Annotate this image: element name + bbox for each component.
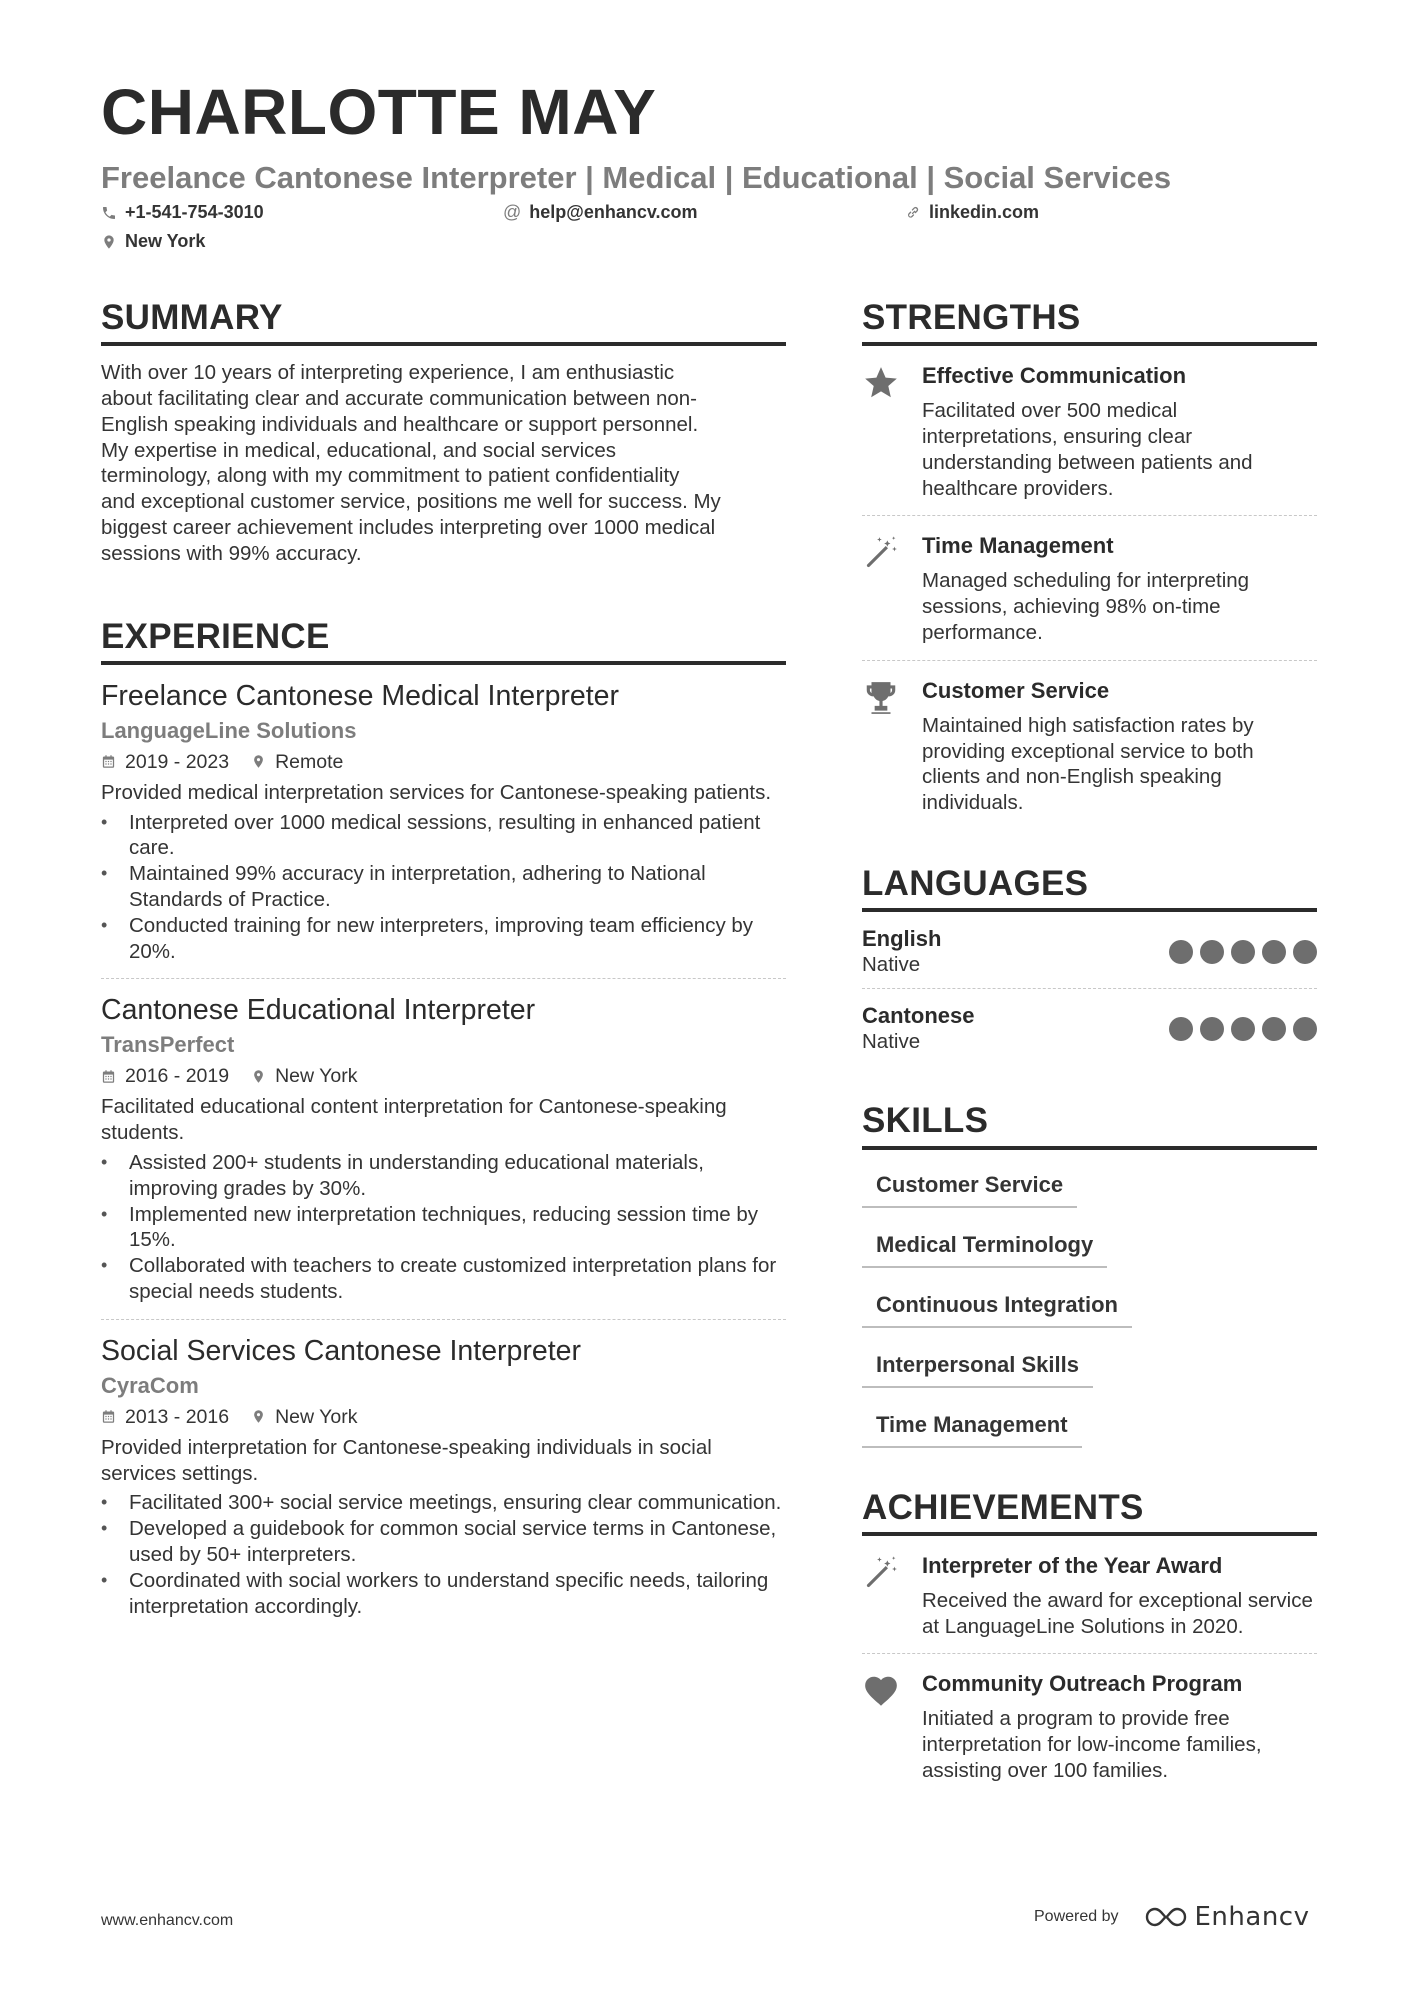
strengths-heading: STRENGTHS [862,298,1317,346]
job-dates [101,1063,229,1089]
dates-text: 2013 - 2016 [125,1405,230,1428]
rating-dot [1169,940,1193,964]
job-dates [101,749,229,775]
achievement-item [862,1654,1317,1797]
skills-list [862,1150,1317,1448]
company-name: TransPerfect [101,1032,235,1058]
achievement-description: Initiated a program to provide free interpretation for low-income families, assisting over 100 families. [922,1707,1262,1782]
skill-tag: Interpersonal Skills [862,1344,1093,1388]
candidate-name: CHARLOTTE MAY [101,76,657,148]
summary-line: about facilitating clear and accurate communication between non- [101,387,697,411]
footer-website[interactable]: www.enhancv.com [101,1912,234,1929]
bullet-item: • Implemented new interpretation techniques, reducing session time by 15%. [101,1202,786,1254]
summary-line: English speaking individuals and healthcare or support personnel. [101,412,699,436]
language-level: Native [862,1030,921,1054]
bullet-item: • Collaborated with teachers to create customized interpretation plans for special needs students. [101,1253,786,1305]
rating-dot [1200,1017,1224,1041]
skill-tag: Medical Terminology [862,1224,1107,1268]
phone-text: +1-541-754-3010 [125,202,264,222]
rating-dot [1200,940,1224,964]
summary-line: and exceptional customer service, positions me well for success. My [101,490,721,514]
skill-tag: Time Management [862,1404,1082,1448]
trophy-icon [862,677,922,816]
rating-dot [1293,940,1317,964]
job-location [251,1404,357,1430]
heart-icon [862,1670,922,1783]
strengths-section [862,298,1317,830]
bullet-item: • Assisted 200+ students in understanding educational materials, improving grades by 30%. [101,1150,786,1202]
rating-dot [1169,1017,1193,1041]
job-description: Provided medical interpretation services for Cantonese-speaking patients. [101,780,772,804]
summary-line: biggest career achievement includes interpreting over 1000 medical [101,516,716,540]
experience-entry [101,665,786,980]
experience-heading: EXPERIENCE [101,617,786,665]
bullet-item: • Conducted training for new interpreters, improving team efficiency by 20%. [101,913,786,965]
calendar-icon [101,1069,116,1084]
experience-entry [101,979,786,1319]
location-text: Remote [275,750,344,773]
achievement-title: Community Outreach Program [922,1671,1243,1697]
achievement-title: Interpreter of the Year Award [922,1552,1223,1578]
strength-description: Maintained high satisfaction rates by providing exceptional service to both clients and non-English speaking individuals. [922,713,1254,815]
experience-section [101,617,786,1634]
magic-wand-icon [862,1552,922,1640]
strength-title: Effective Communication [922,363,1187,389]
strength-title: Customer Service [922,677,1110,703]
brand-name: Enhancv [1194,1902,1310,1932]
language-name: English [862,926,942,952]
bullet-item: • Developed a guidebook for common social service terms in Cantonese, used by 50+ interpreters. [101,1516,786,1568]
dates-text: 2019 - 2023 [125,750,230,773]
phone-icon [101,205,117,221]
job-role: Social Services Cantonese Interpreter [101,1334,581,1367]
company-name: LanguageLine Solutions [101,717,357,743]
rating-dot [1231,1017,1255,1041]
achievement-description: Received the award for exceptional service at LanguageLine Solutions in 2020. [922,1588,1313,1638]
languages-heading: LANGUAGES [862,864,1317,912]
language-rating [1169,1017,1317,1041]
powered-by-text: Powered by [1034,1908,1119,1925]
skill-tag: Customer Service [862,1164,1077,1208]
language-name: Cantonese [862,1003,975,1029]
job-meta [101,1404,786,1430]
language-item [862,912,1317,989]
contact-linkedin [905,202,1039,223]
rating-dot [1262,1017,1286,1041]
strength-description: Facilitated over 500 medical interpretations, ensuring clear understanding between patients and healthcare providers. [922,399,1253,500]
skills-heading: SKILLS [862,1101,1317,1149]
experience-entry [101,1320,786,1634]
footer-branding [1034,1902,1309,1932]
contact-email [503,202,698,223]
strength-item [862,661,1317,830]
achievements-heading: ACHIEVEMENTS [862,1488,1317,1536]
summary-line: sessions with 99% accuracy. [101,541,362,565]
dates-text: 2016 - 2019 [125,1065,230,1088]
calendar-icon [101,754,116,769]
location-text: New York [125,231,206,251]
summary-line: With over 10 years of interpreting experience, I am enthusiastic [101,361,675,385]
bullet-item: • Interpreted over 1000 medical sessions, resulting in enhanced patient care. [101,810,786,862]
rating-dot [1293,1017,1317,1041]
strength-title: Time Management [922,533,1114,559]
star-icon [862,362,922,501]
candidate-title: Freelance Cantonese Interpreter | Medical | Educational | Social Services [101,160,1172,195]
strength-item [862,346,1317,516]
magic-wand-icon [862,532,922,645]
bullet-item: • Coordinated with social workers to understand specific needs, tailoring interpretation accordingly. [101,1568,786,1620]
job-bullets [101,1150,786,1305]
location-pin-icon [251,1069,266,1084]
job-bullets [101,1490,786,1619]
job-bullets [101,810,786,965]
job-description: Provided interpretation for Cantonese-speaking individuals in social services settings. [101,1435,712,1485]
linkedin-text: linkedin.com [929,202,1040,222]
strength-item [862,516,1317,660]
calendar-icon [101,1409,116,1424]
bullet-item: • Facilitated 300+ social service meetings, ensuring clear communication. [101,1490,786,1516]
summary-heading: SUMMARY [101,298,786,346]
rating-dot [1262,940,1286,964]
location-pin-icon [251,1409,266,1424]
link-icon [905,205,921,221]
brand-logo[interactable] [1143,1902,1310,1932]
achievements-section [862,1488,1317,1798]
right-column [862,298,1317,1798]
languages-section [862,864,1317,1065]
job-location [251,749,343,775]
left-column [101,298,786,1633]
language-level: Native [862,953,921,977]
at-icon: @ [503,202,522,222]
rating-dot [1231,940,1255,964]
language-item [862,989,1317,1065]
email-text: help@enhancv.com [529,202,698,222]
enhancv-logo-icon [1143,1904,1189,1930]
job-location [251,1063,357,1089]
location-text: New York [275,1405,358,1428]
location-text: New York [275,1065,358,1088]
location-pin-icon [251,754,266,769]
summary-section [101,298,786,567]
company-name: CyraCom [101,1372,199,1398]
summary-text [101,360,786,566]
summary-line: terminology, along with my commitment to patient confidentiality [101,464,680,488]
job-description: Facilitated educational content interpretation for Cantonese-speaking students. [101,1095,727,1145]
job-meta [101,749,786,775]
bullet-item: • Maintained 99% accuracy in interpretation, adhering to National Standards of Practice. [101,861,786,913]
achievement-item [862,1536,1317,1655]
strength-description: Managed scheduling for interpreting sessions, achieving 98% on-time performance. [922,569,1250,645]
contact-phone [101,202,264,223]
contact-location [101,231,205,252]
location-pin-icon [101,234,117,250]
job-role: Freelance Cantonese Medical Interpreter [101,679,620,712]
summary-line: My expertise in medical, educational, and social services [101,438,617,462]
language-rating [1169,940,1317,964]
job-meta [101,1063,786,1089]
job-dates [101,1404,229,1430]
skills-section [862,1101,1317,1447]
skill-tag: Continuous Integration [862,1284,1132,1328]
job-role: Cantonese Educational Interpreter [101,994,536,1027]
